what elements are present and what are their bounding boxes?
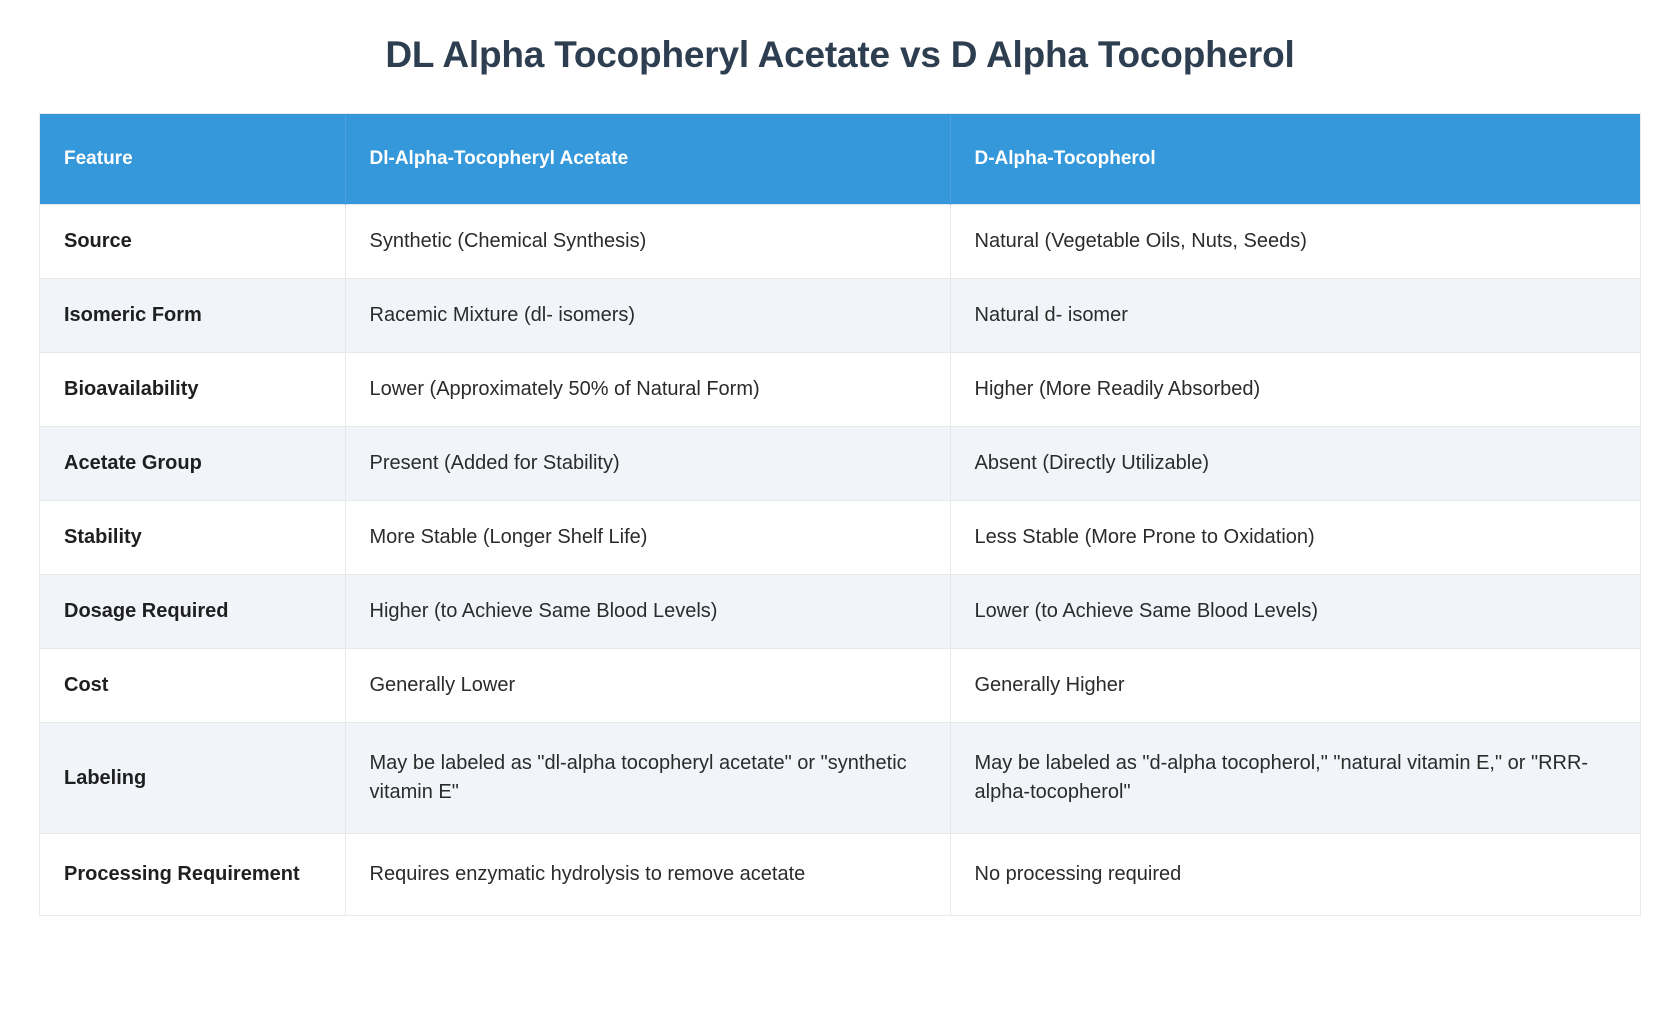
table-header-row	[40, 114, 1640, 205]
column-header-d-alpha-tocopherol: D-Alpha-Tocopherol	[950, 114, 1640, 205]
table-row	[40, 427, 1640, 501]
row-tocopherol-value: Natural d- isomer	[950, 279, 1640, 353]
table-row	[40, 649, 1640, 723]
row-feature-label: Stability	[40, 501, 345, 575]
table-row	[40, 575, 1640, 649]
row-feature-label: Dosage Required	[40, 575, 345, 649]
column-header-dl-alpha-tocopheryl-acetate: Dl-Alpha-Tocopheryl Acetate	[345, 114, 950, 205]
comparison-table	[40, 114, 1640, 915]
table-body	[40, 205, 1640, 916]
row-acetate-value: Higher (to Achieve Same Blood Levels)	[345, 575, 950, 649]
table-row	[40, 279, 1640, 353]
row-feature-label: Acetate Group	[40, 427, 345, 501]
row-feature-label: Labeling	[40, 723, 345, 834]
table-header	[40, 114, 1640, 205]
row-tocopherol-value: Natural (Vegetable Oils, Nuts, Seeds)	[950, 205, 1640, 279]
row-tocopherol-value: May be labeled as "d-alpha tocopherol," "natural vitamin E," or "RRR-alpha-tocopherol"	[950, 723, 1640, 834]
row-acetate-value: Requires enzymatic hydrolysis to remove acetate	[345, 834, 950, 916]
row-acetate-value: Generally Lower	[345, 649, 950, 723]
row-feature-label: Isomeric Form	[40, 279, 345, 353]
row-tocopherol-value: Generally Higher	[950, 649, 1640, 723]
row-feature-label: Source	[40, 205, 345, 279]
row-tocopherol-value: Lower (to Achieve Same Blood Levels)	[950, 575, 1640, 649]
table-row	[40, 834, 1640, 916]
row-acetate-value: Lower (Approximately 50% of Natural Form)	[345, 353, 950, 427]
row-acetate-value: May be labeled as "dl-alpha tocopheryl acetate" or "synthetic vitamin E"	[345, 723, 950, 834]
table-row	[40, 501, 1640, 575]
row-feature-label: Bioavailability	[40, 353, 345, 427]
row-feature-label: Cost	[40, 649, 345, 723]
row-acetate-value: Synthetic (Chemical Synthesis)	[345, 205, 950, 279]
comparison-table-container	[40, 114, 1640, 915]
row-tocopherol-value: Higher (More Readily Absorbed)	[950, 353, 1640, 427]
table-row	[40, 723, 1640, 834]
row-tocopherol-value: No processing required	[950, 834, 1640, 916]
row-tocopherol-value: Less Stable (More Prone to Oxidation)	[950, 501, 1640, 575]
table-row	[40, 353, 1640, 427]
row-feature-label: Processing Requirement	[40, 834, 345, 916]
page-title: DL Alpha Tocopheryl Acetate vs D Alpha Tocopherol	[385, 34, 1295, 75]
table-row	[40, 205, 1640, 279]
row-acetate-value: Present (Added for Stability)	[345, 427, 950, 501]
row-tocopherol-value: Absent (Directly Utilizable)	[950, 427, 1640, 501]
row-acetate-value: More Stable (Longer Shelf Life)	[345, 501, 950, 575]
row-acetate-value: Racemic Mixture (dl- isomers)	[345, 279, 950, 353]
column-header-feature: Feature	[40, 114, 345, 205]
